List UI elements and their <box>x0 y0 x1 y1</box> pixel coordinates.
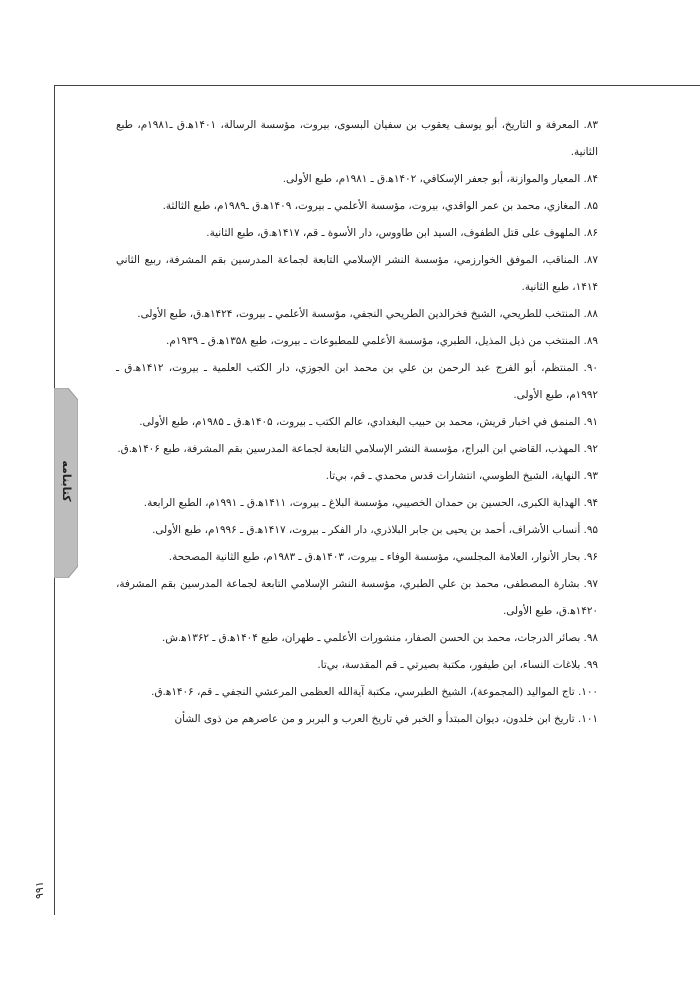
reference-93: ۹۳. النهاية، الشيخ الطوسي، انتشارات قدس محمدي ـ قم، بي‌تا. <box>325 470 598 482</box>
reference-85: ۸۵. المغازي، محمد بن عمر الواقدي، بيروت، مؤسسة الأعلمي ـ بيروت، ۱۴۰۹ه‍.ق ـ۱۹۸۹م، طبع الثالثة. <box>162 200 598 212</box>
reference-96: ۹۶. بحار الأنوار، العلامة المجلسي، مؤسسة الوفاء ـ بيروت، ۱۴۰۳ه‍.ق ـ ۱۹۸۳م، طبع الثانية المصححة. <box>168 551 598 563</box>
reference-83: ۸۳. المعرفة و التاريخ، أبو يوسف يعقوب بن سفيان البسوى، بيروت، مؤسسة الرسالة، ۱۴۰۱ه‍.ق ـ۱۹۸۱م، طبع الثانية. <box>116 119 598 158</box>
reference-100: ۱۰۰. تاج المواليد (المجموعة)، الشيخ الطبرسي، مكتبة آيةالله العظمى المرعشي النجفي ـ قم، ۱۴۰۶ه‍.ق. <box>151 686 598 698</box>
reference-95: ۹۵. أنساب الأشراف، أحمد بن يحيى بن جابر البلاذري، دار الفكر ـ بيروت، ۱۴۱۷ه‍.ق ـ ۱۹۹۶م، طبع الأولى. <box>152 524 598 536</box>
reference-101: ۱۰۱. تاريخ ابن خلدون، ديوان المبتدأ و الخبر في تاريخ العرب و البربر و من عاصرهم من ذوى الشأن <box>174 713 598 725</box>
reference-99: ۹۹. بلاغات النساء، ابن طيفور، مكتبة بصيرتي ـ قم المقدسة، بي‌تا. <box>317 659 598 671</box>
reference-97: ۹۷. بشارة المصطفى، محمد بن علي الطبري، مؤسسة النشر الإسلامي التابعة لجماعة المدرسين بقم المشرفة، ۱۴۲۰ه‍.ق، طبع الأولى. <box>116 578 598 617</box>
reference-98: ۹۸. بصائر الدرجات، محمد بن الحسن الصفار، منشورات الأعلمي ـ طهران، طبع ۱۴۰۴ه‍.ق ـ ۱۳۶۲ه‍.ش. <box>161 632 598 644</box>
page-number: ۹۹۱ <box>33 881 46 899</box>
reference-86: ۸۶. الملهوف على قتل الطفوف، السيد ابن طاووس، دار الأسوة ـ قم، ۱۴۱۷ه‍.ق، طبع الثانية. <box>206 227 598 239</box>
section-label: کتابنامه <box>60 460 73 502</box>
top-rule <box>54 85 700 86</box>
reference-92: ۹۲. المهذب، القاضي ابن البراج، مؤسسة النشر الإسلامي التابعة لجماعة المدرسين بقم المشرفة، طبع ۱۴۰۶ه‍.ق. <box>117 443 598 455</box>
reference-91: ۹۱. المنمق في اخبار قريش، محمد بن حبيب البغدادي، عالم الكتب ـ بيروت، ۱۴۰۵ه‍.ق ـ ۱۹۸۵م، طبع الأولى. <box>139 416 598 428</box>
bibliography-list <box>116 112 598 733</box>
reference-89: ۸۹. المنتخب من ذيل المذيل، الطبري، مؤسسة الأعلمي للمطبوعات ـ بيروت، طبع ۱۳۵۸ه‍.ق ـ ۱۹۳۹م. <box>166 335 598 347</box>
reference-90: ۹۰. المنتظم، أبو الفرج عبد الرحمن بن علي بن محمد ابن الجوزي، دار الكتب العلمية ـ بيروت، ۱۴۱۲ه‍.ق ـ ۱۹۹۲م، طبع الأولى. <box>116 362 598 401</box>
reference-94: ۹۴. الهداية الكبرى، الحسين بن حمدان الخصيبي، مؤسسة البلاغ ـ بيروت، ۱۴۱۱ه‍.ق ـ ۱۹۹۱م، الطبع الرابعة. <box>143 497 598 509</box>
reference-84: ۸۴. المعيار والموازنة، أبو جعفر الإسكافي، ۱۴۰۲ه‍.ق ـ ۱۹۸۱م، طبع الأولى. <box>282 173 598 185</box>
reference-87: ۸۷. المناقب، الموفق الخوارزمي، مؤسسة النشر الإسلامي التابعة لجماعة المدرسين بقم المشرفة، ربيع الثاني ۱۴۱۴، طبع الثانية. <box>116 254 598 293</box>
reference-88: ۸۸. المنتخب للطريحي، الشيخ فخرالدين الطريحي النجفي، مؤسسة الأعلمي ـ بيروت، ۱۴۲۴ه‍.ق، طبع الأولى. <box>137 308 598 320</box>
